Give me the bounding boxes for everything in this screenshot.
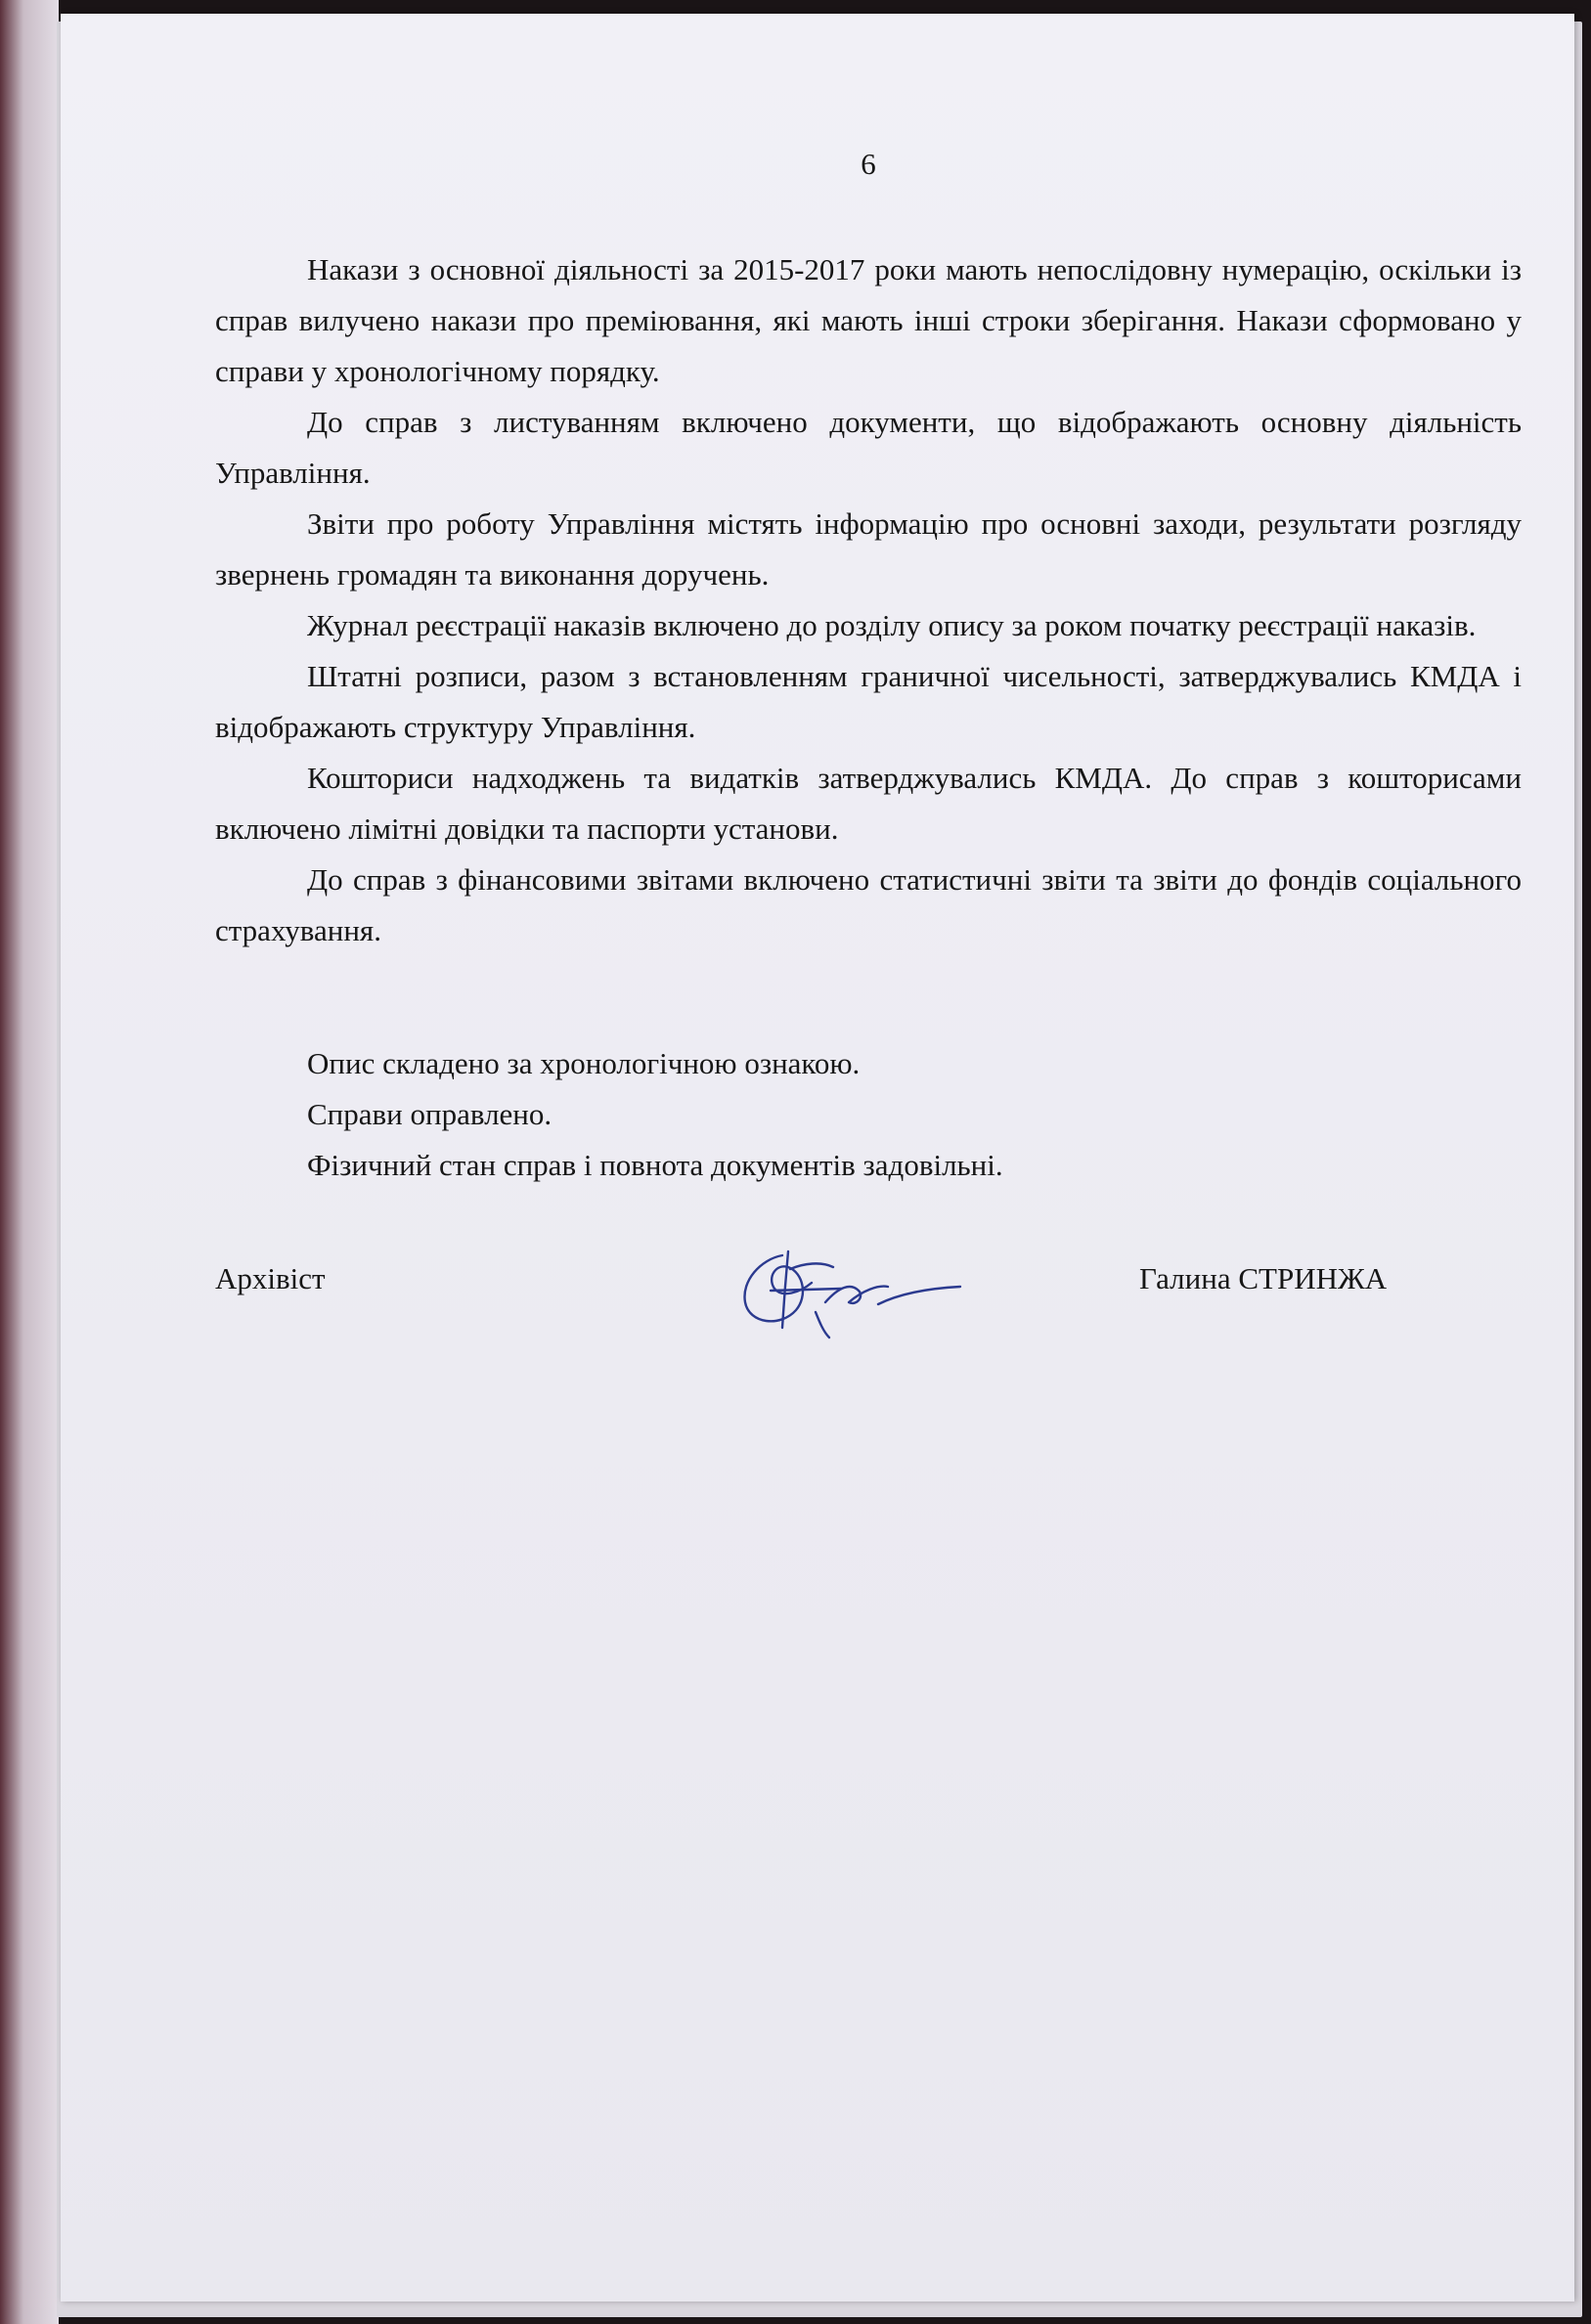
- paragraph-estimates: Кошториси надходжень та видатків затверджувались КМДА. До справ з кошторисами включено лімітні довідки та паспорти установи.: [215, 761, 1522, 846]
- document-page: [61, 14, 1574, 2302]
- body-paragraphs: [215, 244, 1522, 956]
- closing-statements: [307, 1038, 1481, 1191]
- paragraph-journal: Журнал реєстрації наказів включено до розділу опису за роком початку реєстрації наказів.: [307, 608, 1477, 642]
- signer-title: Архівіст: [215, 1261, 326, 1295]
- signer-name: Галина СТРИНЖА: [1139, 1261, 1388, 1295]
- closing-line-bound: Справи оправлено.: [307, 1097, 552, 1131]
- paragraph-financial: До справ з фінансовими звітами включено статистичні звіти та звіти до фондів соціального страхування.: [215, 862, 1522, 947]
- closing-line-condition: Фізичний стан справ і повнота документів задовільні.: [307, 1148, 1003, 1182]
- paragraph-correspondence: До справ з листуванням включено документи, що відображають основну діяльність Управління.: [215, 405, 1522, 490]
- closing-line-order: Опис складено за хронологічною ознакою.: [307, 1046, 861, 1080]
- paragraph-reports: Звіти про роботу Управління містять інформацію про основні заходи, результати розгляду звернень громадян та виконання доручень.: [215, 506, 1522, 592]
- paragraph-orders: Накази з основної діяльності за 2015-2017 роки мають непослідовну нумерацію, оскільки із справ вилучено накази про преміювання, які мають інші строки зберігання. Накази сформовано у справи у хронологічному порядку.: [215, 252, 1522, 388]
- page-number: 6: [861, 147, 876, 181]
- signature-block: [215, 1253, 1522, 1371]
- binder-strip: [0, 0, 59, 2324]
- paragraph-staffing: Штатні розписи, разом з встановленням граничної чисельності, затверджувались КМДА і відображають структуру Управління.: [215, 659, 1522, 744]
- handwritten-signature: [731, 1234, 966, 1341]
